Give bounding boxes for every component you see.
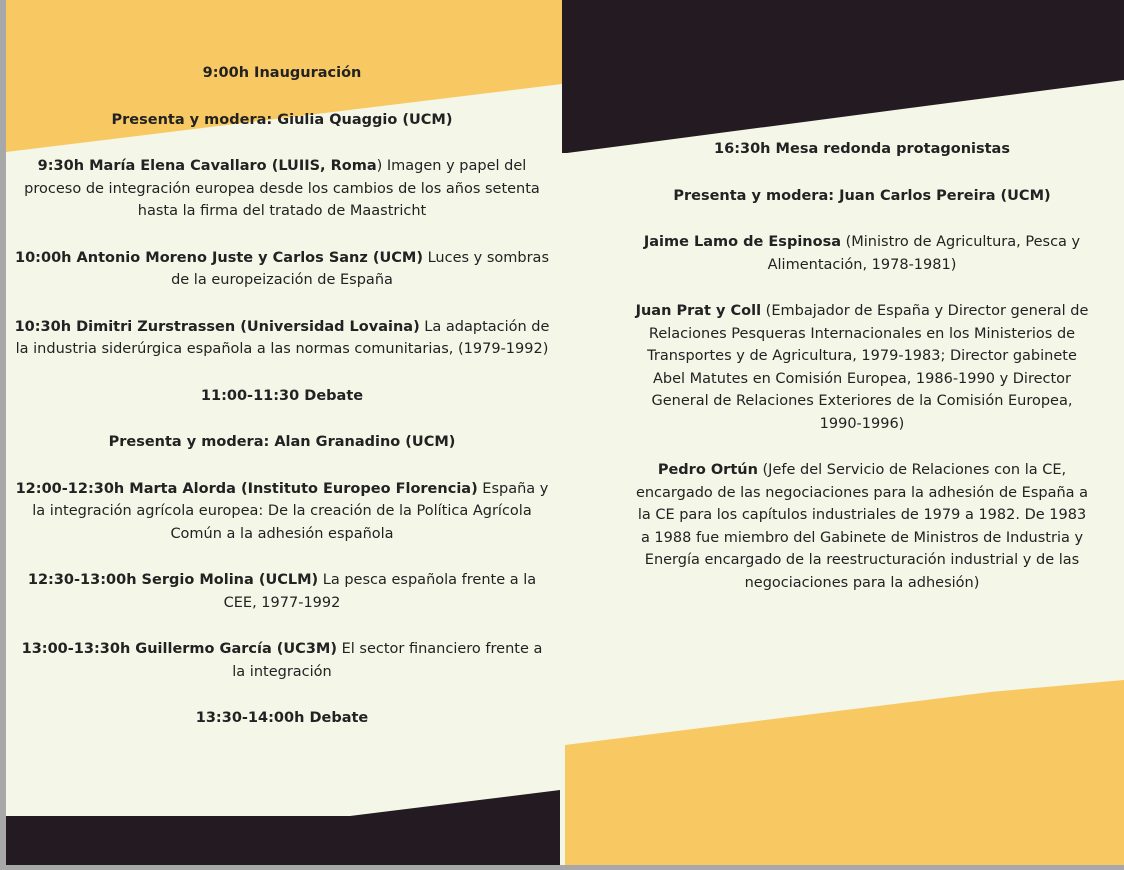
entry-heading: Presenta y modera: Juan Carlos Pereira (UCM) (673, 187, 1051, 204)
program-entry (14, 431, 550, 454)
program-entry (632, 231, 1092, 276)
program-morning-column (14, 62, 550, 754)
entry-heading: 10:00h Antonio Moreno Juste y Carlos Sanz (UCM) (15, 249, 423, 266)
program-entry (14, 155, 550, 223)
entry-text: (Ministro de Agricultura, Pesca y Alimentación, 1978-1981) (767, 234, 1081, 273)
program-entry (632, 138, 1092, 161)
entry-text: España y la integración agrícola europea: De la creación de la Política Agrícola Común a la adhesión española (32, 480, 549, 542)
entry-heading: 9:00h Inauguración (202, 65, 362, 81)
entry-text: (Jefe del Servicio de Relaciones con la CE, encargado de las negociaciones para la adhesión de España a la CE para los capítulos industriales de 1979 a 1982. De 1983 a 1988 fue miembro del Gabinete de Ministros de Industria y Energía encargado de la reestructuración industrial y de las negociaciones para la adhesión) (635, 462, 1089, 591)
entry-heading: Presenta y modera: Alan Granadino (UCM) (108, 434, 456, 450)
entry-heading: 10:30h Dimitri Zurstrassen (Universidad Lovaina) (14, 318, 420, 335)
entry-heading: Juan Prat y Coll (635, 303, 762, 319)
entry-heading: Presenta y modera: Giulia Quaggio (UCM) (111, 111, 453, 128)
program-entry (14, 316, 550, 361)
program-entry (14, 385, 550, 408)
program-entry (14, 707, 550, 730)
shape-dark-top-right (562, 0, 1124, 153)
entry-heading: 13:30-14:00h Debate (195, 710, 369, 726)
entry-heading: 11:00-11:30 Debate (200, 387, 364, 404)
program-entry (632, 459, 1092, 594)
program-entry (632, 300, 1092, 435)
shape-yellow-bottom-right (565, 680, 1124, 865)
program-entry (14, 478, 550, 546)
entry-text: ) Imagen y papel del proceso de integración europea desde los cambios de los años setenta hasta la firma del tratado de Maastricht (24, 158, 540, 219)
entry-heading: 9:30h María Elena Cavallaro (LUIIS, Roma (37, 158, 377, 174)
program-entry (14, 62, 550, 85)
page-frame-bottom (0, 865, 1124, 870)
program-entry (14, 569, 550, 614)
program-entry (14, 247, 550, 292)
entry-heading: 13:00-13:30h Guillermo García (UC3M) (21, 641, 337, 657)
program-entry (14, 638, 550, 683)
entry-heading: 16:30h Mesa redonda protagonistas (714, 141, 1010, 157)
entry-heading: Pedro Ortún (657, 462, 758, 478)
entry-heading: 12:30-13:00h Sergio Molina (UCLM) (27, 572, 319, 588)
program-afternoon-column (632, 138, 1092, 618)
entry-heading: 12:00-12:30h Marta Alorda (Instituto Europeo Florencia) (15, 480, 478, 497)
program-entry (632, 185, 1092, 208)
entry-text: La pesca española frente a la CEE, 1977-1992 (223, 572, 537, 611)
entry-text: La adaptación de la industria siderúrgica española a las normas comunitarias, (1979-1992) (15, 318, 550, 357)
shape-dark-bottom-left (6, 790, 560, 865)
entry-text: (Embajador de España y Director general de Relaciones Pesqueras Internacionales en los Ministerios de Transportes y de Agricultura, 1979-1983; Director gabinete Abel Matutes en Comisión Europea, 1986-1990 y Director General de Relaciones Exteriores de la Comisión Europea, 1990-1996) (647, 303, 1089, 432)
entry-heading: Jaime Lamo de Espinosa (643, 234, 841, 250)
program-entry (14, 109, 550, 132)
entry-text: El sector financiero frente a la integración (232, 641, 543, 680)
entry-text: Luces y sombras de la europeización de España (171, 249, 549, 288)
